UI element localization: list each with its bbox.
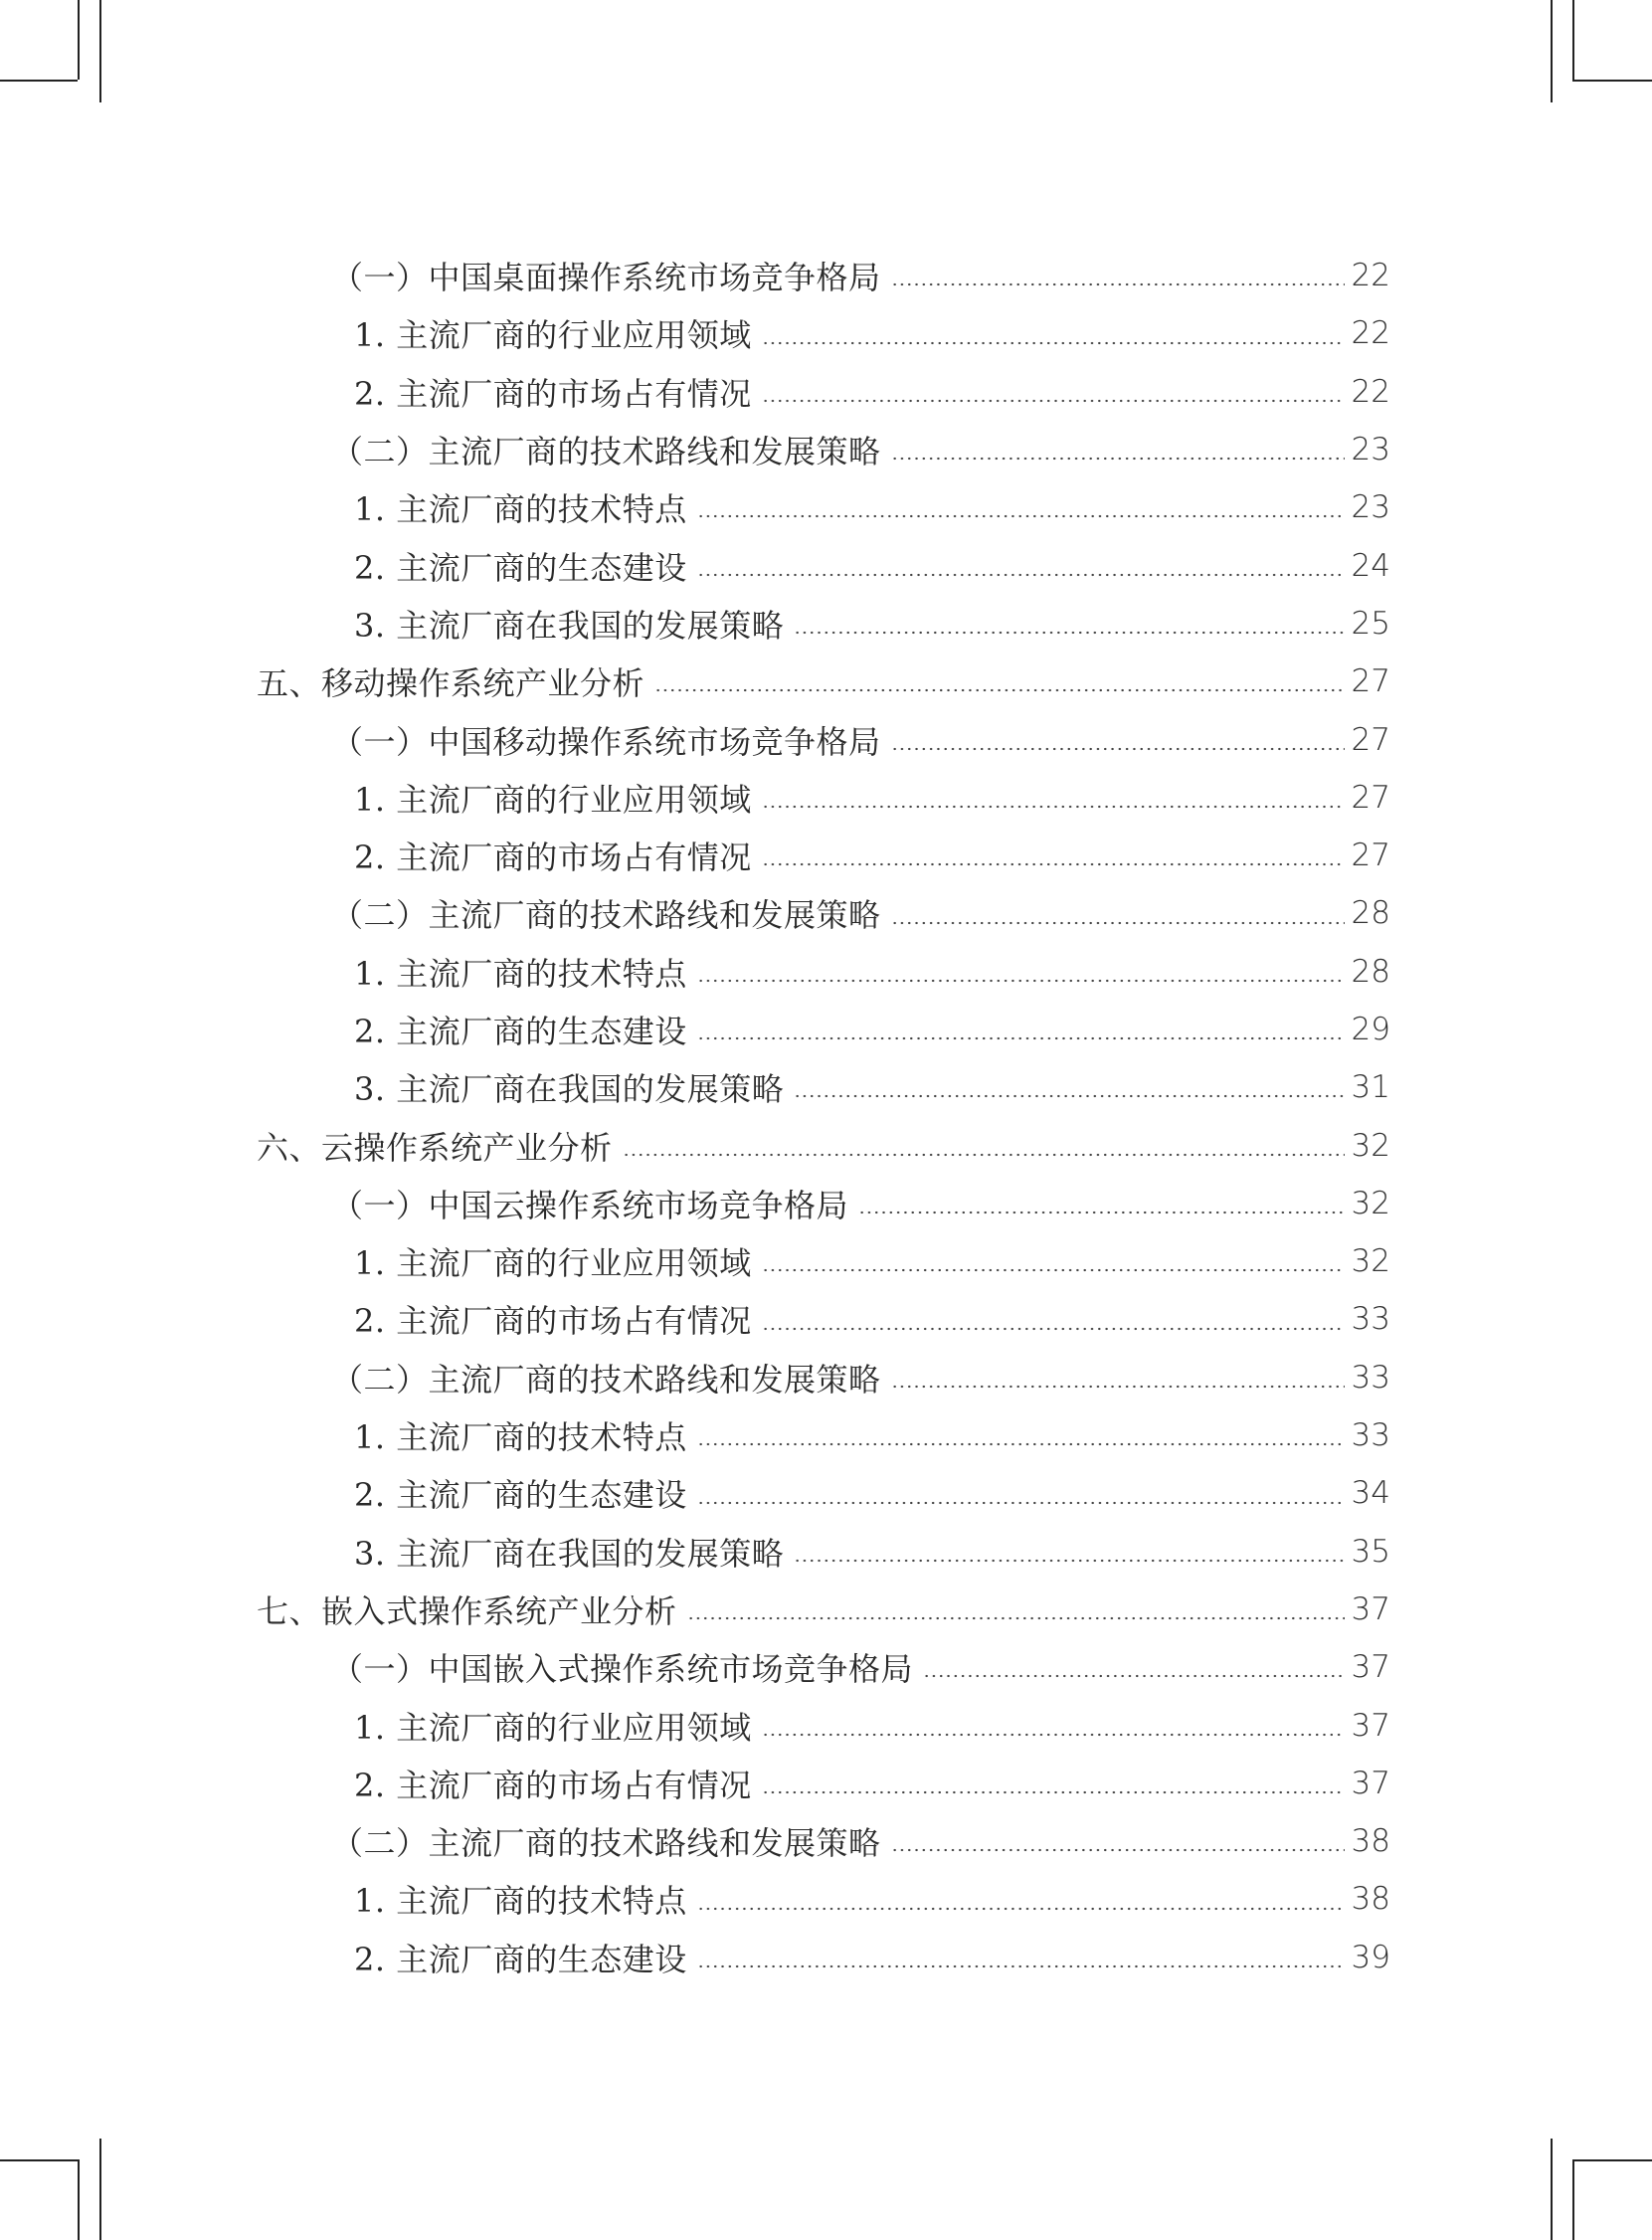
toc-entry-page-number: 22 — [1351, 258, 1390, 294]
toc-entry[interactable] — [0, 1523, 1652, 1581]
toc-dot-leader — [697, 1442, 1345, 1446]
toc-entry-label: 1. 主流厂商的行业应用领域 — [354, 1244, 752, 1283]
toc-entry-label: 3. 主流厂商在我国的发展策略 — [354, 1534, 785, 1573]
toc-entry-label: 1. 主流厂商的技术特点 — [354, 1418, 687, 1457]
toc-entry[interactable] — [0, 1290, 1652, 1348]
toc-entry-label: （二）主流厂商的技术路线和发展策略 — [331, 433, 881, 471]
toc-entry-label: 六、云操作系统产业分析 — [257, 1128, 613, 1167]
toc-entry-page-number: 27 — [1351, 663, 1390, 700]
toc-entry-label: 1. 主流厂商的技术特点 — [354, 1882, 687, 1921]
toc-entry-label: 2. 主流厂商的市场占有情况 — [354, 374, 752, 413]
toc-entry[interactable] — [0, 827, 1652, 884]
toc-entry[interactable] — [0, 247, 1652, 304]
toc-entry-label: 2. 主流厂商的市场占有情况 — [354, 1302, 752, 1341]
toc-dot-leader — [794, 631, 1345, 635]
toc-dot-leader — [891, 457, 1345, 461]
toc-dot-leader — [697, 514, 1345, 518]
toc-entry-label: 2. 主流厂商的生态建设 — [354, 1476, 687, 1515]
toc-dot-leader — [794, 1094, 1345, 1098]
toc-dot-leader — [697, 1501, 1345, 1505]
toc-entry[interactable] — [0, 1464, 1652, 1522]
toc-entry-label: 1. 主流厂商的行业应用领域 — [354, 780, 752, 819]
toc-entry-label: （一）中国云操作系统市场竞争格局 — [331, 1186, 849, 1224]
toc-entry-page-number: 28 — [1351, 895, 1390, 932]
toc-entry-label: 七、嵌入式操作系统产业分析 — [257, 1591, 677, 1630]
toc-entry[interactable] — [0, 1696, 1652, 1754]
toc-entry-page-number: 38 — [1351, 1881, 1390, 1918]
toc-entry-page-number: 38 — [1351, 1823, 1390, 1860]
toc-dot-leader — [762, 399, 1345, 403]
toc-entry-page-number: 32 — [1351, 1185, 1390, 1221]
toc-entry[interactable] — [0, 943, 1652, 1001]
toc-entry[interactable] — [0, 1812, 1652, 1870]
toc-entry[interactable] — [0, 1870, 1652, 1928]
table-of-contents — [0, 247, 1652, 1986]
toc-entry[interactable] — [0, 1001, 1652, 1058]
toc-entry-label: 1. 主流厂商的行业应用领域 — [354, 1708, 752, 1747]
toc-entry[interactable] — [0, 421, 1652, 478]
toc-entry[interactable] — [0, 1349, 1652, 1406]
toc-dot-leader — [762, 341, 1345, 345]
toc-entry[interactable] — [0, 1175, 1652, 1232]
toc-dot-leader — [762, 805, 1345, 809]
toc-dot-leader — [794, 1559, 1345, 1563]
toc-entry-page-number: 37 — [1351, 1765, 1390, 1801]
toc-entry-label: 2. 主流厂商的市场占有情况 — [354, 1766, 752, 1804]
toc-entry-label: （二）主流厂商的技术路线和发展策略 — [331, 896, 881, 935]
toc-dot-leader — [762, 1327, 1345, 1331]
toc-entry-page-number: 22 — [1351, 373, 1390, 410]
toc-entry-label: 2. 主流厂商的生态建设 — [354, 1013, 687, 1050]
toc-entry-page-number: 31 — [1351, 1069, 1390, 1106]
toc-dot-leader — [891, 921, 1345, 925]
toc-entry-label: （一）中国嵌入式操作系统市场竞争格局 — [331, 1650, 914, 1689]
toc-entry-label: 2. 主流厂商的市场占有情况 — [354, 839, 752, 877]
toc-entry-label: 3. 主流厂商在我国的发展策略 — [354, 606, 785, 645]
toc-dot-leader — [697, 1964, 1345, 1968]
toc-entry-page-number: 27 — [1351, 838, 1390, 874]
toc-entry-page-number: 33 — [1351, 1301, 1390, 1338]
toc-dot-leader — [762, 862, 1345, 866]
toc-dot-leader — [697, 979, 1345, 983]
toc-entry-label: 1. 主流厂商的技术特点 — [354, 954, 687, 993]
toc-entry-label: 3. 主流厂商在我国的发展策略 — [354, 1070, 785, 1109]
toc-entry[interactable] — [0, 769, 1652, 827]
toc-entry-label: 1. 主流厂商的技术特点 — [354, 490, 687, 529]
toc-entry[interactable] — [0, 1929, 1652, 1986]
toc-dot-leader — [762, 1733, 1345, 1737]
toc-entry-label: 五、移动操作系统产业分析 — [257, 664, 645, 703]
toc-entry-page-number: 32 — [1351, 1243, 1390, 1280]
toc-dot-leader — [762, 1268, 1345, 1272]
toc-dot-leader — [891, 1848, 1345, 1852]
toc-entry-page-number: 23 — [1351, 432, 1390, 468]
toc-entry-label: 2. 主流厂商的生态建设 — [354, 548, 687, 587]
toc-entry-label: （一）中国桌面操作系统市场竞争格局 — [331, 259, 881, 297]
toc-entry-label: （二）主流厂商的技术路线和发展策略 — [331, 1360, 881, 1399]
toc-entry[interactable] — [0, 595, 1652, 653]
toc-entry[interactable] — [0, 1058, 1652, 1116]
toc-entry[interactable] — [0, 1755, 1652, 1812]
toc-entry-page-number: 37 — [1351, 1590, 1390, 1627]
toc-entry-page-number: 29 — [1351, 1012, 1390, 1047]
toc-entry-page-number: 23 — [1351, 489, 1390, 526]
toc-entry-page-number: 33 — [1351, 1417, 1390, 1454]
toc-entry-page-number: 32 — [1351, 1127, 1390, 1164]
toc-entry-page-number: 28 — [1351, 953, 1390, 990]
toc-entry-page-number: 37 — [1351, 1649, 1390, 1686]
toc-entry-label: 1. 主流厂商的行业应用领域 — [354, 316, 752, 355]
toc-dot-leader — [891, 282, 1345, 286]
toc-entry[interactable] — [0, 363, 1652, 421]
toc-entry-label: （一）中国移动操作系统市场竞争格局 — [331, 722, 881, 761]
toc-entry[interactable] — [0, 1638, 1652, 1696]
toc-entry-page-number: 25 — [1351, 605, 1390, 642]
toc-entry[interactable] — [0, 1581, 1652, 1638]
toc-entry-label: （二）主流厂商的技术路线和发展策略 — [331, 1824, 881, 1863]
toc-dot-leader — [623, 1153, 1345, 1157]
toc-entry[interactable] — [0, 710, 1652, 768]
toc-dot-leader — [697, 1907, 1345, 1911]
toc-entry-page-number: 27 — [1351, 779, 1390, 816]
toc-entry[interactable] — [0, 653, 1652, 710]
toc-entry-page-number: 33 — [1351, 1359, 1390, 1396]
toc-entry[interactable] — [0, 478, 1652, 536]
toc-entry-page-number: 34 — [1351, 1475, 1390, 1512]
toc-dot-leader — [697, 573, 1345, 577]
toc-entry[interactable] — [0, 884, 1652, 942]
toc-dot-leader — [687, 1616, 1345, 1620]
toc-dot-leader — [891, 1385, 1345, 1389]
toc-entry-label: 2. 主流厂商的生态建设 — [354, 1940, 687, 1978]
toc-entry[interactable] — [0, 304, 1652, 362]
toc-entry[interactable] — [0, 1116, 1652, 1174]
toc-entry[interactable] — [0, 1406, 1652, 1464]
toc-entry[interactable] — [0, 536, 1652, 594]
toc-dot-leader — [654, 688, 1345, 692]
toc-dot-leader — [891, 747, 1345, 751]
toc-entry-page-number: 22 — [1351, 315, 1390, 352]
toc-entry-page-number: 39 — [1351, 1939, 1390, 1975]
toc-entry-page-number: 27 — [1351, 721, 1390, 758]
toc-dot-leader — [858, 1211, 1345, 1214]
toc-dot-leader — [762, 1790, 1345, 1794]
toc-dot-leader — [697, 1036, 1345, 1040]
toc-entry[interactable] — [0, 1232, 1652, 1290]
toc-entry-page-number: 24 — [1351, 547, 1390, 584]
toc-dot-leader — [923, 1674, 1345, 1678]
toc-entry-page-number: 37 — [1351, 1707, 1390, 1744]
toc-entry-page-number: 35 — [1351, 1533, 1390, 1570]
